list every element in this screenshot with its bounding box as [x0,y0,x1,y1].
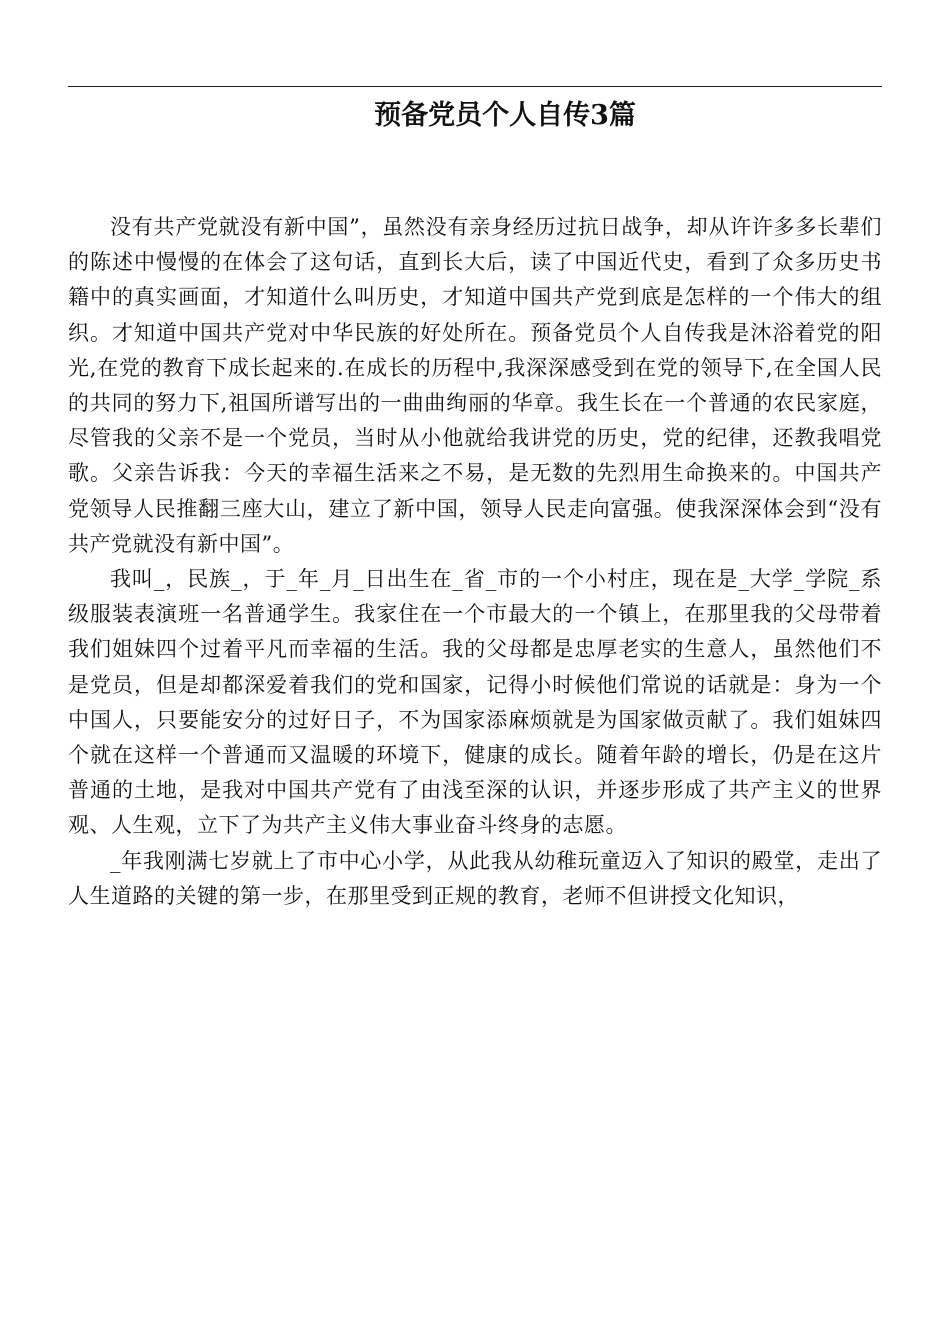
document-title: 预备党员个人自传3篇 [374,100,636,131]
page-bottom-margin [0,1220,950,1344]
paragraph-3: _年我刚满七岁就上了市中心小学，从此我从幼稚玩童迈入了知识的殿堂，走出了人生道路的关键的第一步，在那里受到正规的教育，老师不但讲授文化知识， [68,848,882,908]
document-body [68,210,882,914]
paragraph-1: 没有共产党就没有新中国”，虽然没有亲身经历过抗日战争，却从许许多多长辈们的陈述中慢慢的在体会了这句话，直到长大后，读了中国近代史，看到了众多历史书籍中的真实画面，才知道什么叫历史，才知道中国共产党到底是怎样的一个伟大的组织。才知道中国共产党对中华民族的好处所在。预备党员个人自传我是沐浴着党的阳光,在党的教育下成长起来的.在成长的历程中,我深深感受到在党的领导下,在全国人民的共同的努力下,祖国所谱写出的一曲曲绚丽的华章。我生长在一个普通的农民家庭，尽管我的父亲不是一个党员，当时从小他就给我讲党的历史，党的纪律，还教我唱党歌。父亲告诉我：今天的幸福生活来之不易，是无数的先烈用生命换来的。中国共产党领导人民推翻三座大山，建立了新中国，领导人民走向富强。使我深深体会到“没有共产党就没有新中国”。 [68,215,882,556]
header-rule [68,86,882,87]
paragraph-2: 我叫_，民族_，于_年_月_日出生在_省_市的一个小村庄，现在是_大学_学院_系级服装表演班一名普通学生。我家住在一个市最大的一个镇上，在那里我的父母带着我们姐妹四个过着平凡而幸福的生活。我的父母都是忠厚老实的生意人，虽然他们不是党员，但是却都深爱着我们的党和国家，记得小时候他们常说的话就是：身为一个中国人，只要能安分的过好日子，不为国家添麻烦就是为国家做贡献了。我们姐妹四个就在这样一个普通而又温暖的环境下，健康的成长。随着年龄的增长，仍是在这片普通的土地，是我对中国共产党有了由浅至深的认识，并逐步形成了共产主义的世界观、人生观，立下了为共产主义伟大事业奋斗终身的志愿。 [68,567,882,838]
